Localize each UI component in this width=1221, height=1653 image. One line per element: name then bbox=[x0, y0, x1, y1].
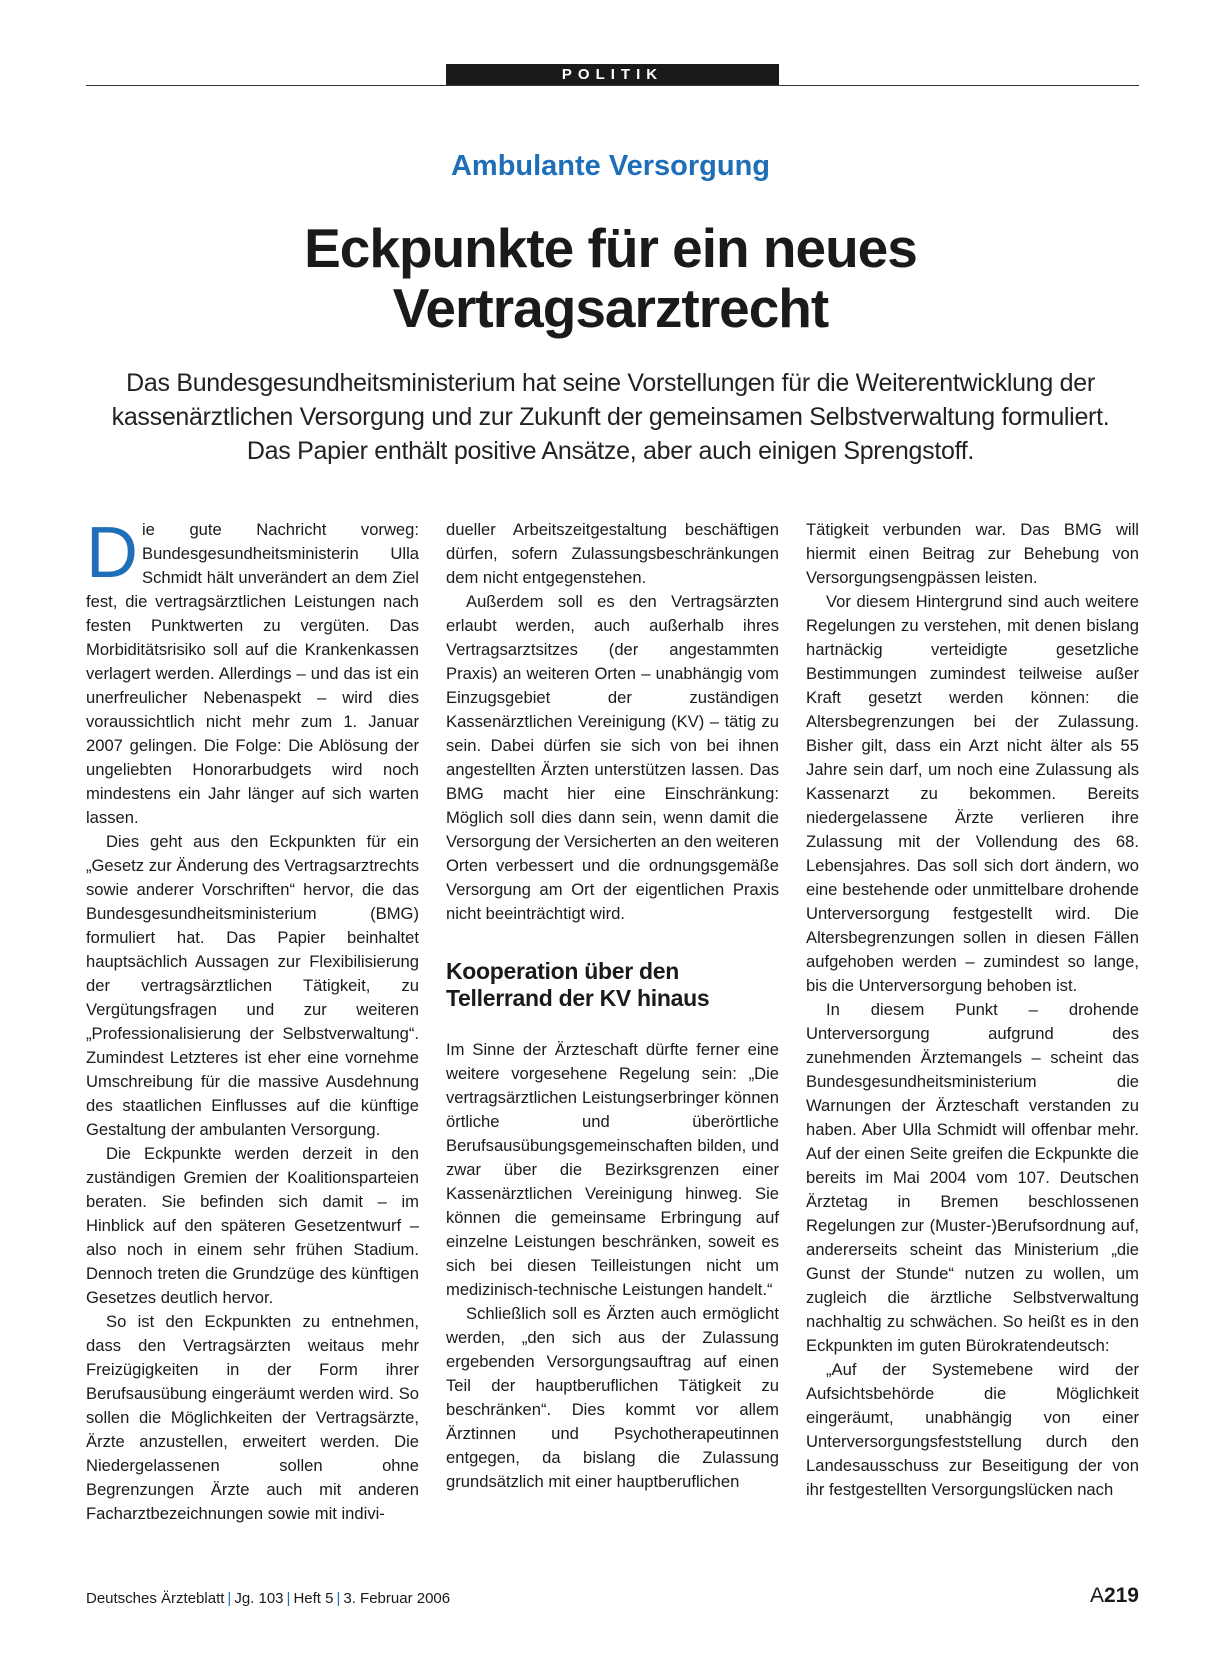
paragraph: dueller Arbeitszeitgestaltung beschäftigen dürfen, sofern Zulassungsbeschränkungen dem nicht entgegenstehen. bbox=[446, 520, 779, 587]
paragraph: Schließlich soll es Ärzten auch ermöglicht werden, „den sich aus der Zulassung ergebenden Versorgungsauftrag auf einen Teil der hauptberuflichen Tätigkeit zu beschränken“. Dies kommt vor allem Ärztinnen und Psychotherapeutinnen entgegen, da bislang die Zulassung grundsätzlich mit einer hauptberuflichen bbox=[446, 1304, 779, 1491]
journal-name: Deutsches Ärzteblatt bbox=[86, 1590, 225, 1607]
subheading-line-1: Kooperation über den bbox=[446, 958, 679, 984]
journal-volume: Jg. 103 bbox=[234, 1590, 284, 1607]
paragraph: „Auf der Systemebene wird der Aufsichtsbehörde die Möglichkeit eingeräumt, unabhängig von einer Unterversorgungsfeststellung durch den Landesausschuss zur Beseitigung der von ihr festgestellten Versorgungslücken nach bbox=[806, 1360, 1139, 1499]
page-number bbox=[1090, 1584, 1139, 1608]
paragraph: Vor diesem Hintergrund sind auch weitere Regelungen zu verstehen, mit denen bislang hartnäckig verteidigte gesetzliche Bestimmungen zumindest teilweise außer Kraft gesetzt werden können: die Altersbegrenzungen bei der Zulassung. Bisher gilt, dass ein Arzt nicht älter als 55 Jahre sein darf, um noch eine Zulassung als Kassenarzt zu bekommen. Bereits niedergelassene Ärzte verlieren ihre Zulassung mit der Vollendung des 68. Lebensjahres. Das soll sich dort ändern, wo eine bestehende oder unmittelbare drohende Unterversorgung festgestellt wird. Die Altersbegrenzungen sollen in diesen Fällen aufgehoben werden – zumindest so lange, bis die Unterversorgung behoben ist. bbox=[806, 592, 1139, 995]
journal-date: 3. Februar 2006 bbox=[343, 1590, 451, 1607]
header-rule bbox=[86, 85, 1139, 86]
drop-cap: D bbox=[86, 513, 138, 593]
section-label: POLITIK bbox=[446, 64, 779, 85]
paragraph-text: ie gute Nachricht vorweg: Bundesgesundheitsministerin Ulla Schmidt hält unverändert an dem Ziel fest, die vertragsärztlichen Leistungen nach festen Punktwerten zu vergüten. Das Morbiditätsrisiko soll auf die Krankenkassen verlagert werden. Allerdings – und das ist ein unerfreulicher Nebenaspekt – wird dies voraussichtlich nicht mehr zum 1. Januar 2007 gelingen. Die Folge: Die Ablösung der ungeliebten Honorarbudgets wird noch mindestens ein Jahr länger auf sich warten lassen. bbox=[86, 520, 419, 827]
column-2 bbox=[446, 518, 779, 1494]
article-title bbox=[60, 218, 1161, 338]
column-1 bbox=[86, 513, 419, 1526]
article-deck: Das Bundesgesundheitsministerium hat seine Vorstellungen für die Weiterentwicklung der kassenärztlichen Versorgung und zur Zukunft der gemeinsamen Selbstverwaltung formuliert. Das Papier enthält positive Ansätze, aber auch einigen Sprengstoff. bbox=[111, 369, 1110, 465]
paragraph bbox=[86, 513, 419, 830]
footer-citation: Deutsches Ärzteblatt | Jg. 103 | Heft 5 | 3. Februar 2006 bbox=[86, 1590, 451, 1607]
title-line-2: Vertragsarztrecht bbox=[392, 277, 829, 339]
subheading bbox=[446, 958, 779, 1012]
journal-issue: Heft 5 bbox=[293, 1590, 334, 1607]
paragraph: Die Eckpunkte werden derzeit in den zuständigen Gremien der Koalitionsparteien beraten. Sie befinden sich damit – im Hinblick auf den späteren Gesetzentwurf – also noch in einem sehr frühen Stadium. Dennoch treten die Grundzüge des künftigen Gesetzes deutlich hervor. bbox=[86, 1144, 419, 1307]
paragraph: So ist den Eckpunkten zu entnehmen, dass den Vertragsärzten weitaus mehr Freizügigkeiten in der Form ihrer Berufsausübung eingeräumt werden wird. So sollen die Möglichkeiten der Vertragsärzte, Ärzte anzustellen, erweitert werden. Die Niedergelassenen sollen ohne Begrenzungen Ärzte auch mit anderen Facharztbezeichnungen sowie mit indivi- bbox=[86, 1312, 419, 1523]
article-kicker: Ambulante Versorgung bbox=[450, 150, 771, 182]
title-line-1: Eckpunkte für ein neues bbox=[304, 217, 917, 279]
paragraph: Außerdem soll es den Vertragsärzten erlaubt werden, auch außerhalb ihres Vertragsarztsitzes (der angestammten Praxis) an weiteren Orten – unabhängig vom Einzugsgebiet der zuständigen Kassenärztlichen Vereinigung (KV) – tätig zu sein. Dabei dürfen sie sich von bei ihnen angestellten Ärzten unterstützen lassen. Das BMG macht hier eine Einschränkung: Möglich soll dies dann sein, wenn damit die Versorgung der Versicherten an den weiteren Orten verbessert und die ordnungsgemäße Versorgung am Ort der eigentlichen Praxis nicht beeinträchtigt wird. bbox=[446, 592, 780, 923]
subheading-line-2: Tellerrand der KV hinaus bbox=[446, 985, 710, 1011]
paragraph: Dies geht aus den Eckpunkten für ein „Gesetz zur Änderung des Vertragsarztrechts sowie anderer Vorschriften“ hervor, die das Bundesgesundheitsministerium (BMG) formuliert hat. Das Papier beinhaltet hauptsächlich Aussagen zur Flexibilisierung der vertragsärztlichen Tätigkeit, zu Vergütungsfragen und zur weiteren „Professionalisierung der Selbstverwaltung“. Zumindest Letzteres ist eher eine vornehme Umschreibung für die massive Ausdehnung des staatlichen Einflusses auf die künftige Gestaltung der ambulanten Versorgung. bbox=[86, 832, 419, 1139]
page-number-value: 219 bbox=[1103, 1584, 1139, 1607]
page-prefix: A bbox=[1089, 1584, 1104, 1607]
paragraph: In diesem Punkt – drohende Unterversorgung aufgrund des zunehmenden Ärztemangels – scheint das Bundesgesundheitsministerium die Warnungen der Ärzteschaft verstanden zu haben. Aber Ulla Schmidt will offenbar mehr. Auf der einen Seite greifen die Eckpunkte die bereits im Mai 2004 vom 107. Deutschen Ärztetag in Bremen beschlossenen Regelungen zur (Muster-)Berufsordnung auf, andererseits scheint das Ministerium „die Gunst der Stunde“ nutzen zu wollen, um zugleich die ärztliche Selbstverwaltung nachhaltig zu schwächen. So heißt es in den Eckpunkten im guten Bürokratendeutsch: bbox=[806, 1000, 1139, 1355]
column-3 bbox=[806, 518, 1139, 1502]
paragraph: Im Sinne der Ärzteschaft dürfte ferner eine weitere vorgesehene Regelung sein: „Die vertragsärztlichen Leistungserbringer können örtliche und überörtliche Berufsausübungsgemeinschaften bilden, und zwar über die Bezirksgrenzen einer Kassenärztlichen Vereinigung hinweg. Sie können die gemeinsame Erbringung auf einzelne Leistungen beschränken, soweit es sich bei diesen Teilleistungen nicht um medizinisch-technische Leistungen handelt.“ bbox=[446, 1040, 779, 1299]
paragraph: Tätigkeit verbunden war. Das BMG will hiermit einen Beitrag zur Behebung von Versorgungsengpässen leisten. bbox=[806, 520, 1139, 587]
